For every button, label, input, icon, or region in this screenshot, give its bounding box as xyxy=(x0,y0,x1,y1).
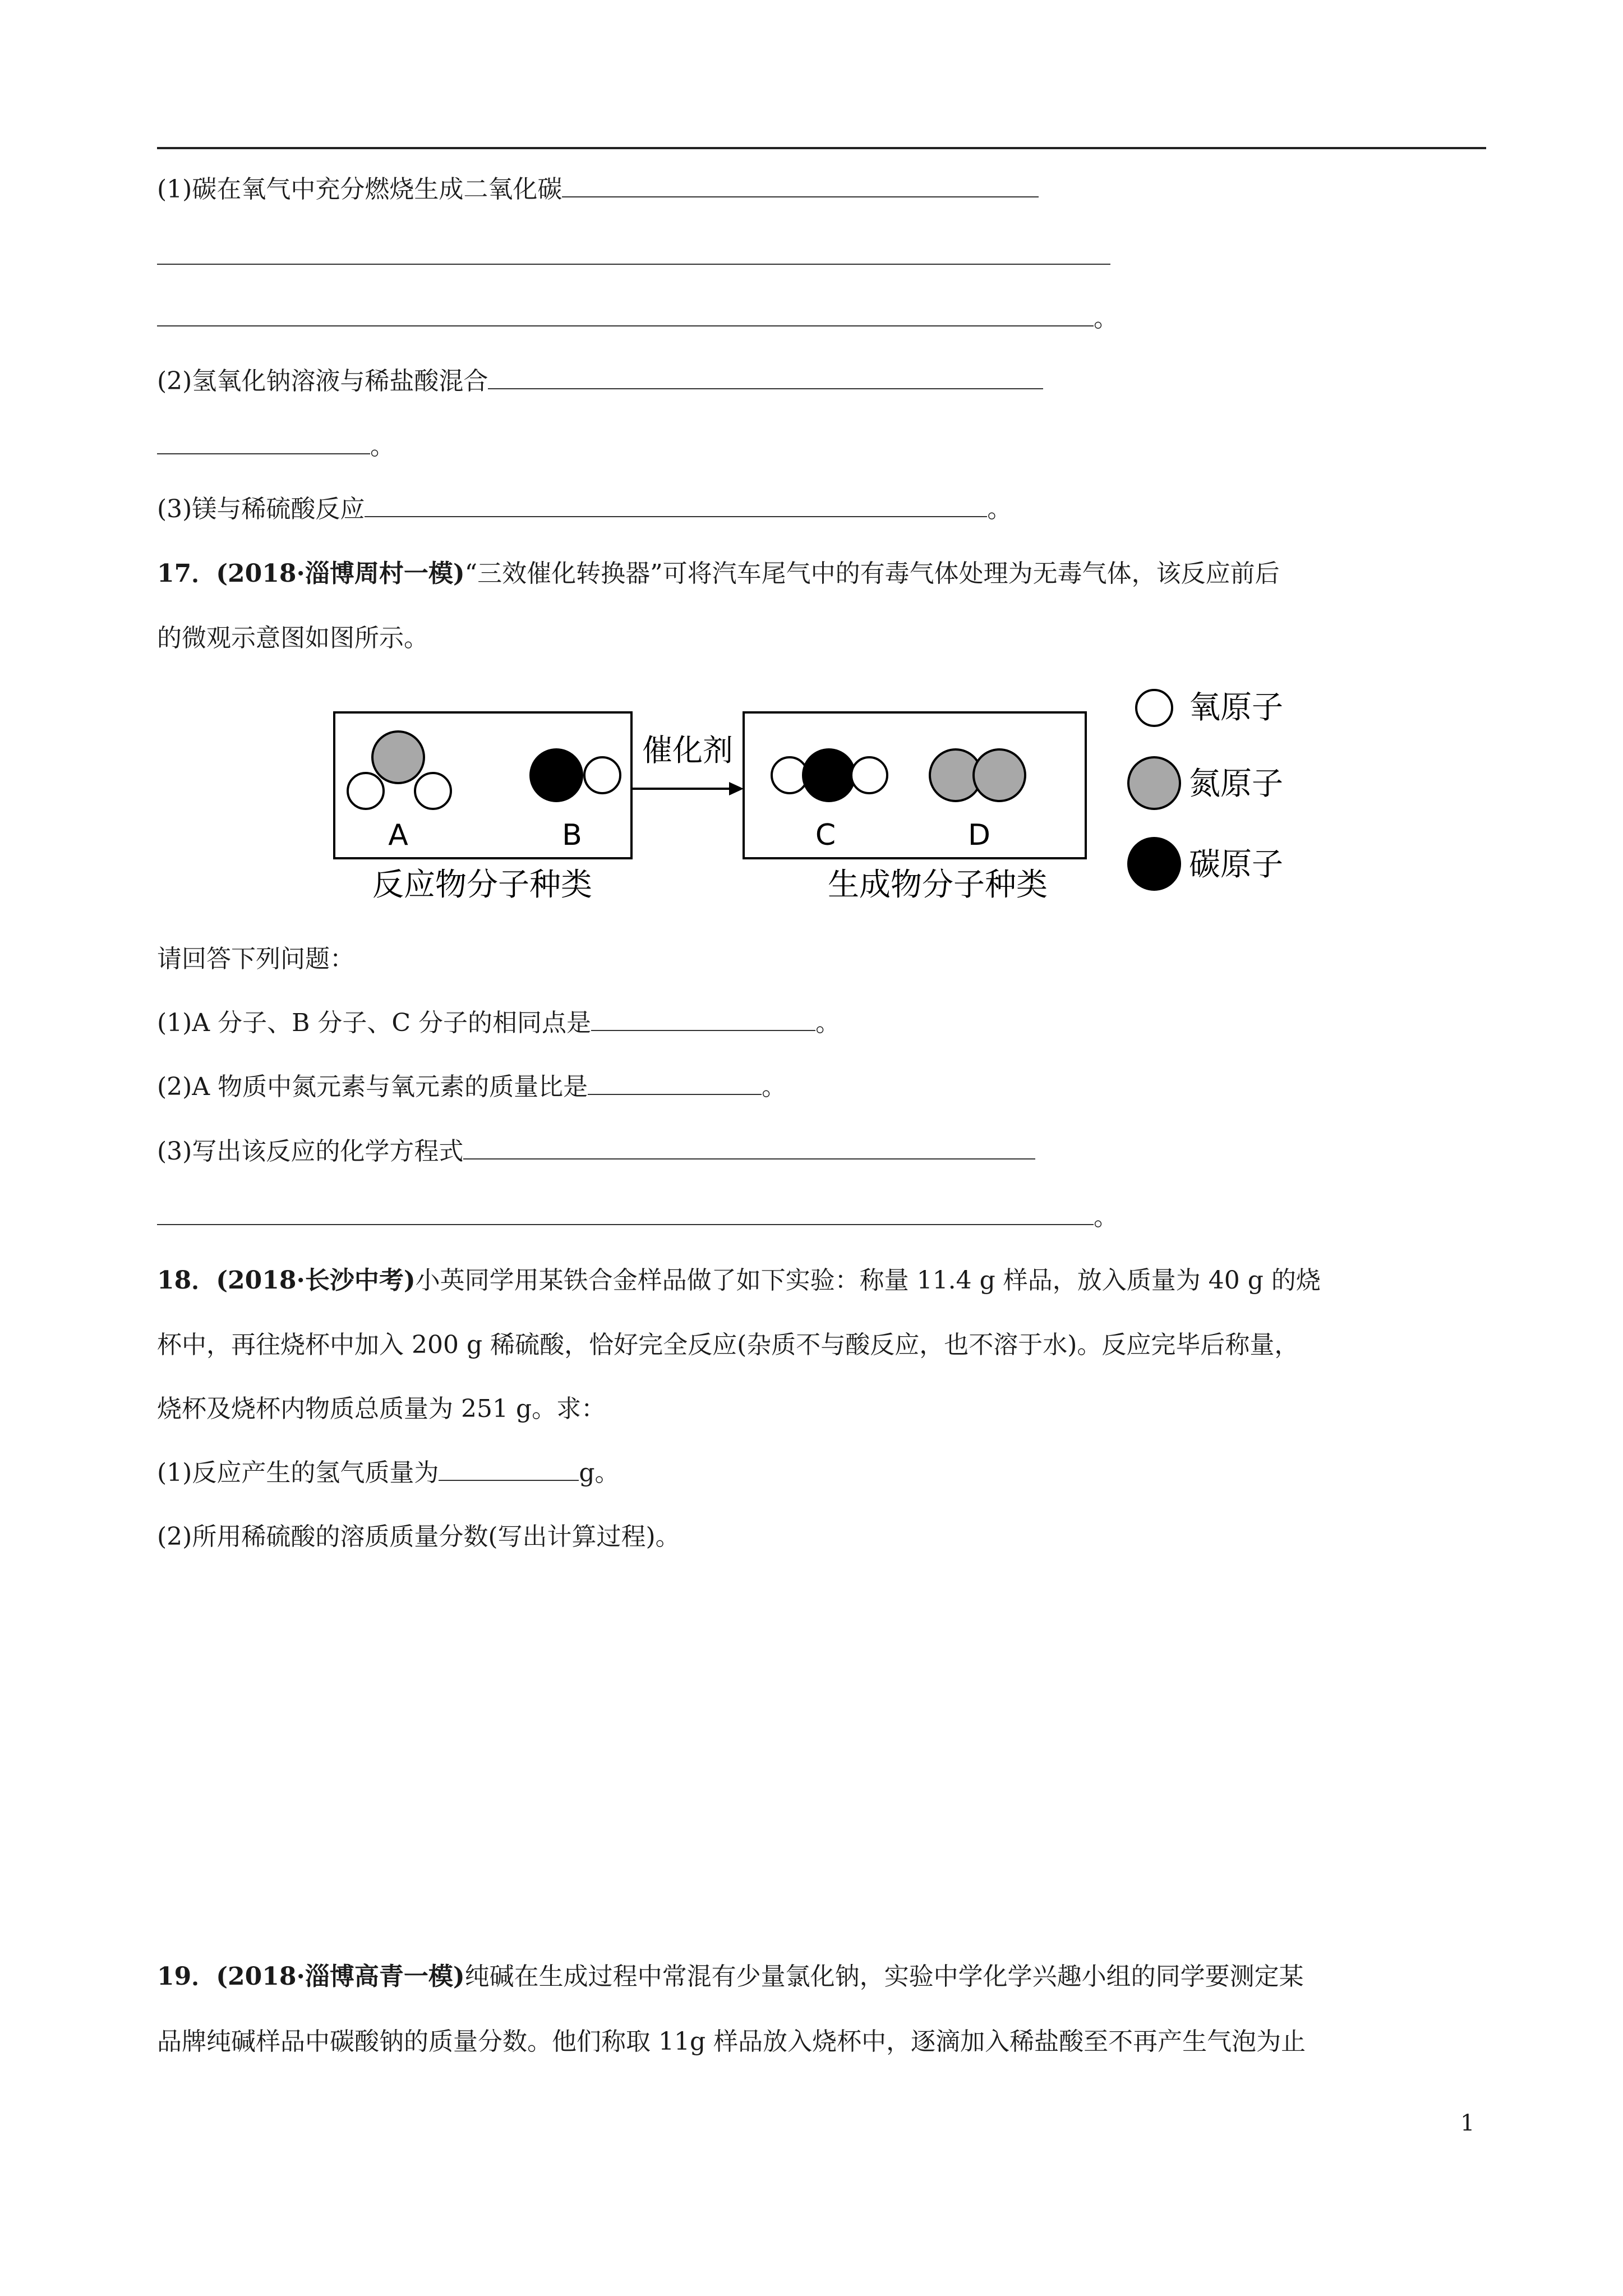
legend-carbon-icon xyxy=(1128,838,1180,890)
legend-oxygen-icon xyxy=(1136,690,1172,726)
reactant-caption: 反应物分子种类 xyxy=(372,867,592,903)
q16-part1-continued xyxy=(157,241,1110,273)
header-rule xyxy=(157,147,1486,149)
q17-part2: (2)A 物质中氮元素与氧元素的质量比是 。 xyxy=(157,1073,787,1101)
answer-blank[interactable] xyxy=(463,1136,1035,1159)
product-caption: 生成物分子种类 xyxy=(828,867,1048,903)
reaction-diagram xyxy=(314,679,1335,926)
molecule-d-nitrogen-atom xyxy=(974,749,1025,801)
answer-blank[interactable] xyxy=(591,1007,815,1031)
molecule-a-oxygen-atom xyxy=(415,773,451,809)
q17-part3: (3)写出该反应的化学方程式 xyxy=(157,1136,1035,1167)
q18-stem-line2: 杯中，再往烧杯中加入 200 g 稀硫酸，恰好完全反应(杂质不与酸反应，也不溶于水)。反应完毕后称量， xyxy=(157,1331,1299,1359)
q17-stem-line1: 17．(2018·淄博周村一模)“三效催化转换器”可将汽车尾气中的有毒气体处理为无毒气体，该反应前后 xyxy=(157,559,1280,588)
molecule-b-carbon-atom xyxy=(531,749,582,801)
molecule-a-nitrogen-atom xyxy=(372,731,424,783)
molecule-c-carbon-atom xyxy=(803,749,855,801)
q17-stem-line2: 的微观示意图如图所示。 xyxy=(157,624,428,652)
label-d: D xyxy=(967,818,991,852)
page-number: 1 xyxy=(1460,2110,1475,2136)
q18-part1: (1)反应产生的氢气质量为 g。 xyxy=(157,1458,620,1487)
answer-blank[interactable] xyxy=(588,1071,762,1095)
answer-blank[interactable] xyxy=(157,1202,1094,1225)
q17-prompt: 请回答下列问题： xyxy=(157,945,354,973)
reaction-arrow-head xyxy=(729,782,744,795)
answer-blank[interactable] xyxy=(439,1457,579,1481)
legend-nitrogen-label: 氮原子 xyxy=(1189,766,1283,802)
answer-blank[interactable] xyxy=(157,431,370,454)
q18-stem-line3: 烧杯及烧杯内物质总质量为 251 g。求： xyxy=(157,1395,606,1423)
molecule-c-oxygen-atom xyxy=(851,757,887,793)
legend-carbon-label: 碳原子 xyxy=(1189,846,1283,883)
q17-part3-end: 。 xyxy=(157,1202,1118,1233)
label-c: C xyxy=(815,818,836,852)
q19-stem-line1: 19．(2018·淄博高青一模)纯碱在生成过程中常混有少量氯化钠，实验中学化学兴趣小组的同学要测定某 xyxy=(157,1962,1304,1991)
legend-oxygen-label: 氧原子 xyxy=(1189,689,1283,726)
q16-part1: (1)碳在氧气中充分燃烧生成二氧化碳 xyxy=(157,174,1039,205)
answer-blank[interactable] xyxy=(157,241,1110,265)
label-b: B xyxy=(562,818,582,852)
molecule-a-oxygen-atom xyxy=(348,773,384,809)
answer-blank[interactable] xyxy=(365,494,987,517)
catalyst-label: 催化剂 xyxy=(642,733,733,768)
q16-part2: (2)氢氧化钠溶液与稀盐酸混合 xyxy=(157,366,1043,397)
q16-part3: (3)镁与稀硫酸反应 。 xyxy=(157,495,1012,523)
q18-stem-line1: 18．(2018·长沙中考)小英同学用某铁合金样品做了如下实验：称量 11.4 g 样品，放入质量为 40 g 的烧 xyxy=(157,1266,1321,1295)
label-a: A xyxy=(388,818,408,852)
answer-blank[interactable] xyxy=(157,303,1094,326)
q16-part1-end: 。 xyxy=(157,303,1118,334)
legend-nitrogen-icon xyxy=(1128,757,1180,809)
answer-blank[interactable] xyxy=(562,174,1039,197)
answer-blank[interactable] xyxy=(488,366,1043,389)
q16-part2-end: 。 xyxy=(157,431,395,462)
molecule-b-oxygen-atom xyxy=(584,757,620,793)
q18-part2: (2)所用稀硫酸的溶质质量分数(写出计算过程)。 xyxy=(157,1522,680,1551)
q17-part1: (1)A 分子、B 分子、C 分子的相同点是 。 xyxy=(157,1009,841,1037)
q19-stem-line2: 品牌纯碱样品中碳酸钠的质量分数。他们称取 11g 样品放入烧杯中，逐滴加入稀盐酸至不再产生气泡为止 xyxy=(157,2027,1306,2056)
